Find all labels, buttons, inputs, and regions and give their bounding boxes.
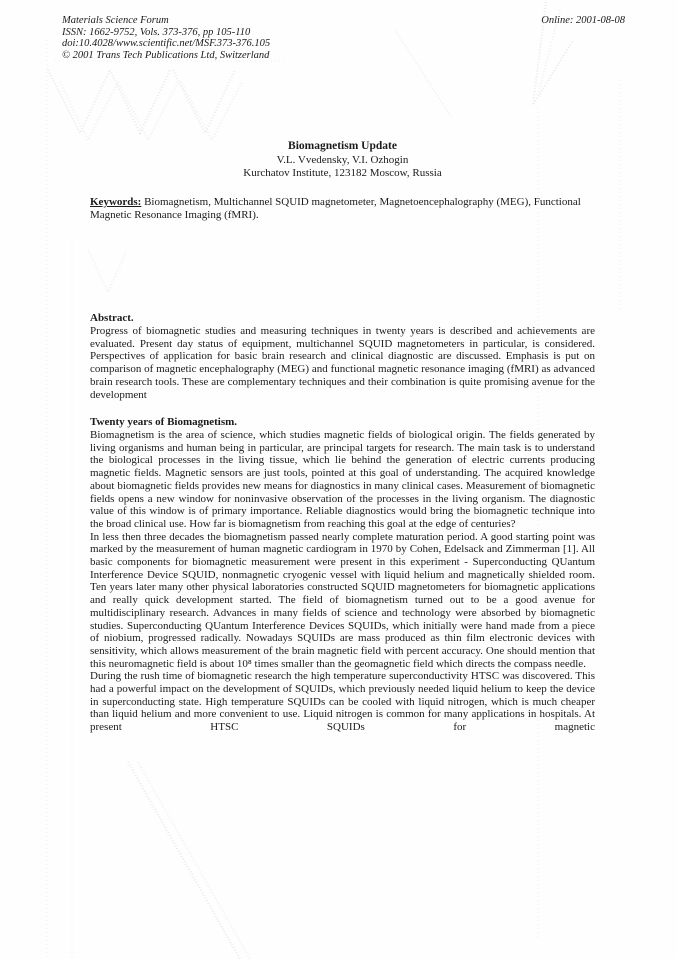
abstract-heading: Abstract. xyxy=(90,312,134,324)
title-block xyxy=(90,140,595,181)
keywords-label: Keywords: xyxy=(90,196,142,208)
paper-authors: V.L. Vvedensky, V.I. Ozhogin xyxy=(276,153,409,166)
doi-line: doi:10.4028/www.scientific.net/MSF.373-376.105 xyxy=(62,38,271,50)
section-paragraph: During the rush time of biomagnetic research the high temperature superconductivity HTSC was discovered. This had a powerful impact on the development of SQUIDs, which previously needed liquid helium to keep the device in superconducting state. High temperature SQUIDs can be cooled with liquid nitrogen, which is much cheaper than liquid helium and more convenient to use. Liquid nitrogen is common for many applications in hospitals. At present HTSC SQUIDs for magnetic xyxy=(90,670,595,734)
online-date: Online: 2001-08-08 xyxy=(541,15,625,26)
journal-title: Materials Science Forum xyxy=(62,15,169,26)
paper-affiliation: Kurchatov Institute, 123182 Moscow, Russia xyxy=(243,167,442,179)
abstract-body: Progress of biomagnetic studies and measuring techniques in twenty years is described and achievements are evaluated. Present day status of equipment, multichannel SQUID magnetometers in particular, is considered. Perspectives of application for basic brain research and clinical diagnostic are discussed. Emphasis is put on comparison of magnetic encephalography (MEG) and functional magnetic resonance imaging (fMRI) as advanced brain research tools. These are complementary techniques and their combination is quite promising avenue for the development xyxy=(90,325,595,401)
issn-line: ISSN: 1662-9752, Vols. 373-376, pp 105-110 xyxy=(62,26,251,38)
keywords-block xyxy=(90,196,595,222)
section-heading: Twenty years of Biomagnetism. xyxy=(90,416,238,428)
keywords-text: Biomagnetism, Multichannel SQUID magnetometer, Magnetoencephalography (MEG), Functional Magnetic Resonance Imaging (fMRI). xyxy=(90,196,581,222)
section-paragraph: Biomagnetism is the area of science, which studies magnetic fields of biological origin. The fields generated by living organisms and human being in particular, are principal targets for research. The main task is to understand the biological processes in the living tissue, which lie behind the generation of electric currents producing magnetic fields. Magnetic sensors are just tools, pointed at this goal of understanding. The acquired knowledge about biomagnetic fields provides new means for diagnostics in many clinical cases. Measurement of biomagnetic fields opens a new window for noninvasive observation of the processes in the living organism. The diagnostic value of this window is of primary importance. Reliable diagnostics would bring the biomagnetic technique into the broad clinical use. How far is biomagnetism from reaching this goal at the edge of centuries? xyxy=(90,429,595,530)
copyright-line: © 2001 Trans Tech Publications Ltd, Switzerland xyxy=(62,49,270,61)
paper-title: Biomagnetism Update xyxy=(288,140,397,152)
journal-header xyxy=(62,15,625,61)
journal-header-left xyxy=(62,15,270,61)
section-paragraph: In less then three decades the biomagnetism passed nearly complete maturation period. A good starting point was marked by the measurement of human magnetic cardiogram in 1970 by Cohen, Edelsack and Zimmerman [1]. All basic components for biomagnetic measurement were present in this experiment - Superconducting QUantum Interference Device SQUID, nonmagnetic cryogenic vessel with liquid helium and magnetically shielded room. Ten years later many other physical laboratories constructed SQUID magnetometers for biomagnetic applications and really quick development started. The field of biomagnetism turned out to be a good avenue for multidisciplinary research. Advances in many fields of science and technology were absorbed by biomagnetic studies. Superconducting QUantum Interference Devices SQUIDs, which initially were hand made from a piece of niobium, progressed radically. Nowadays SQUIDs are mass produced as thin film electronic devices with sensitivity, which allows measurement of the brain magnetic field with percent accuracy. One should mention that this neuromagnetic field is about 10⁸ times smaller than the geomagnetic field which directs the compass needle. xyxy=(90,530,595,670)
main-section xyxy=(90,416,595,734)
abstract-block xyxy=(90,312,595,401)
